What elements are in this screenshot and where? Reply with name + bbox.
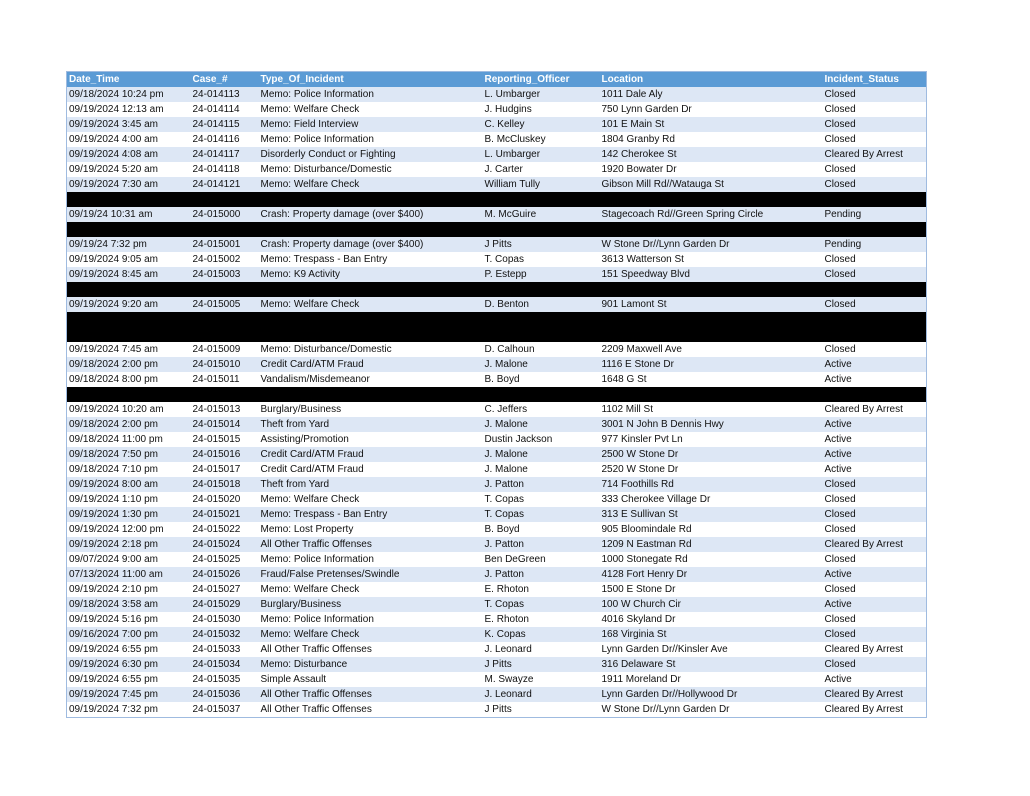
redacted-row <box>67 387 927 402</box>
redacted-row <box>67 192 927 207</box>
incident-type-cell: Memo: Disturbance/Domestic <box>259 342 483 357</box>
case-number-cell: 24-015030 <box>191 612 259 627</box>
case-number-cell: 24-014118 <box>191 162 259 177</box>
status-cell: Cleared By Arrest <box>823 642 927 657</box>
header-location: Location <box>600 72 823 88</box>
table-row <box>67 477 927 492</box>
officer-cell: J. Patton <box>483 537 600 552</box>
date-time-cell: 09/18/2024 8:00 pm <box>67 372 191 387</box>
table-row <box>67 687 927 702</box>
location-cell: 1102 Mill St <box>600 402 823 417</box>
location-cell: Lynn Garden Dr//Hollywood Dr <box>600 687 823 702</box>
case-number-cell: 24-015018 <box>191 477 259 492</box>
case-number-cell: 24-015005 <box>191 297 259 312</box>
status-cell: Closed <box>823 627 927 642</box>
table-row <box>67 132 927 147</box>
redacted-row <box>67 312 927 327</box>
location-cell: 151 Speedway Blvd <box>600 267 823 282</box>
officer-cell: J. Hudgins <box>483 102 600 117</box>
status-cell: Active <box>823 567 927 582</box>
location-cell: 1011 Dale Aly <box>600 87 823 102</box>
officer-cell: D. Calhoun <box>483 342 600 357</box>
case-number-cell: 24-015032 <box>191 627 259 642</box>
date-time-cell: 09/18/2024 2:00 pm <box>67 357 191 372</box>
status-cell: Closed <box>823 297 927 312</box>
case-number-cell: 24-015029 <box>191 597 259 612</box>
date-time-cell: 09/16/2024 7:00 pm <box>67 627 191 642</box>
header-row <box>67 72 927 88</box>
case-number-cell: 24-015001 <box>191 237 259 252</box>
redaction-bar <box>67 327 927 342</box>
location-cell: 1500 E Stone Dr <box>600 582 823 597</box>
location-cell: 4016 Skyland Dr <box>600 612 823 627</box>
table-row <box>67 507 927 522</box>
officer-cell: C. Jeffers <box>483 402 600 417</box>
status-cell: Closed <box>823 252 927 267</box>
location-cell: 4128 Fort Henry Dr <box>600 567 823 582</box>
incident-type-cell: Memo: Lost Property <box>259 522 483 537</box>
table-row <box>67 672 927 687</box>
date-time-cell: 09/18/2024 2:00 pm <box>67 417 191 432</box>
case-number-cell: 24-015003 <box>191 267 259 282</box>
date-time-cell: 09/19/2024 6:55 pm <box>67 642 191 657</box>
officer-cell: E. Rhoton <box>483 582 600 597</box>
case-number-cell: 24-014121 <box>191 177 259 192</box>
incident-type-cell: All Other Traffic Offenses <box>259 702 483 718</box>
header-date-time: Date_Time <box>67 72 191 88</box>
table-row <box>67 117 927 132</box>
table-row <box>67 462 927 477</box>
redaction-bar <box>67 222 927 237</box>
date-time-cell: 09/19/2024 10:20 am <box>67 402 191 417</box>
case-number-cell: 24-015011 <box>191 372 259 387</box>
date-time-cell: 09/19/2024 12:00 pm <box>67 522 191 537</box>
date-time-cell: 09/19/2024 4:08 am <box>67 147 191 162</box>
officer-cell: William Tully <box>483 177 600 192</box>
incident-type-cell: Memo: Field Interview <box>259 117 483 132</box>
officer-cell: J Pitts <box>483 702 600 718</box>
date-time-cell: 09/19/2024 5:20 am <box>67 162 191 177</box>
table-row <box>67 432 927 447</box>
location-cell: 1911 Moreland Dr <box>600 672 823 687</box>
officer-cell: K. Copas <box>483 627 600 642</box>
incident-type-cell: All Other Traffic Offenses <box>259 642 483 657</box>
status-cell: Closed <box>823 492 927 507</box>
case-number-cell: 24-015017 <box>191 462 259 477</box>
location-cell: Gibson Mill Rd//Watauga St <box>600 177 823 192</box>
table-row <box>67 297 927 312</box>
officer-cell: B. Boyd <box>483 372 600 387</box>
date-time-cell: 09/19/2024 6:30 pm <box>67 657 191 672</box>
case-number-cell: 24-015037 <box>191 702 259 718</box>
case-number-cell: 24-014115 <box>191 117 259 132</box>
status-cell: Active <box>823 462 927 477</box>
status-cell: Active <box>823 417 927 432</box>
incident-type-cell: Simple Assault <box>259 672 483 687</box>
officer-cell: J. Malone <box>483 417 600 432</box>
status-cell: Cleared By Arrest <box>823 402 927 417</box>
header-incident-status: Incident_Status <box>823 72 927 88</box>
status-cell: Cleared By Arrest <box>823 147 927 162</box>
table-row <box>67 492 927 507</box>
location-cell: W Stone Dr//Lynn Garden Dr <box>600 237 823 252</box>
officer-cell: M. McGuire <box>483 207 600 222</box>
date-time-cell: 09/19/2024 1:10 pm <box>67 492 191 507</box>
status-cell: Closed <box>823 162 927 177</box>
case-number-cell: 24-015021 <box>191 507 259 522</box>
table-row <box>67 147 927 162</box>
officer-cell: J Pitts <box>483 237 600 252</box>
case-number-cell: 24-015009 <box>191 342 259 357</box>
location-cell: 905 Bloomindale Rd <box>600 522 823 537</box>
location-cell: 1648 G St <box>600 372 823 387</box>
table-row <box>67 597 927 612</box>
officer-cell: P. Estepp <box>483 267 600 282</box>
location-cell: 977 Kinsler Pvt Ln <box>600 432 823 447</box>
incident-type-cell: Memo: Trespass - Ban Entry <box>259 507 483 522</box>
case-number-cell: 24-015002 <box>191 252 259 267</box>
location-cell: 100 W Church Cir <box>600 597 823 612</box>
officer-cell: Ben DeGreen <box>483 552 600 567</box>
location-cell: 3613 Watterson St <box>600 252 823 267</box>
table-row <box>67 207 927 222</box>
location-cell: Stagecoach Rd//Green Spring Circle <box>600 207 823 222</box>
table-row <box>67 702 927 718</box>
location-cell: 2500 W Stone Dr <box>600 447 823 462</box>
location-cell: 168 Virginia St <box>600 627 823 642</box>
incident-type-cell: Disorderly Conduct or Fighting <box>259 147 483 162</box>
date-time-cell: 09/19/2024 12:13 am <box>67 102 191 117</box>
location-cell: 316 Delaware St <box>600 657 823 672</box>
case-number-cell: 24-015013 <box>191 402 259 417</box>
status-cell: Active <box>823 447 927 462</box>
location-cell: 2520 W Stone Dr <box>600 462 823 477</box>
incident-type-cell: All Other Traffic Offenses <box>259 687 483 702</box>
status-cell: Closed <box>823 177 927 192</box>
officer-cell: E. Rhoton <box>483 612 600 627</box>
officer-cell: J. Malone <box>483 462 600 477</box>
incident-type-cell: All Other Traffic Offenses <box>259 537 483 552</box>
header-case-number: Case_# <box>191 72 259 88</box>
date-time-cell: 09/19/2024 9:05 am <box>67 252 191 267</box>
incident-type-cell: Credit Card/ATM Fraud <box>259 462 483 477</box>
case-number-cell: 24-014117 <box>191 147 259 162</box>
case-number-cell: 24-015035 <box>191 672 259 687</box>
officer-cell: M. Swayze <box>483 672 600 687</box>
header-reporting-officer: Reporting_Officer <box>483 72 600 88</box>
officer-cell: T. Copas <box>483 492 600 507</box>
table-row <box>67 552 927 567</box>
case-number-cell: 24-015016 <box>191 447 259 462</box>
table-row <box>67 177 927 192</box>
redaction-bar <box>67 282 927 297</box>
incident-type-cell: Theft from Yard <box>259 417 483 432</box>
date-time-cell: 09/18/2024 11:00 pm <box>67 432 191 447</box>
incident-type-cell: Assisting/Promotion <box>259 432 483 447</box>
case-number-cell: 24-014116 <box>191 132 259 147</box>
incident-type-cell: Memo: Disturbance/Domestic <box>259 162 483 177</box>
incident-type-cell: Memo: K9 Activity <box>259 267 483 282</box>
status-cell: Cleared By Arrest <box>823 537 927 552</box>
date-time-cell: 09/19/2024 2:18 pm <box>67 537 191 552</box>
header-type-of-incident: Type_Of_Incident <box>259 72 483 88</box>
incident-log-table <box>66 71 927 718</box>
case-number-cell: 24-015027 <box>191 582 259 597</box>
location-cell: 714 Foothills Rd <box>600 477 823 492</box>
status-cell: Closed <box>823 87 927 102</box>
incident-type-cell: Burglary/Business <box>259 402 483 417</box>
status-cell: Cleared By Arrest <box>823 687 927 702</box>
table-row <box>67 267 927 282</box>
redacted-row <box>67 222 927 237</box>
incident-type-cell: Memo: Welfare Check <box>259 492 483 507</box>
incident-type-cell: Burglary/Business <box>259 597 483 612</box>
date-time-cell: 09/19/2024 8:00 am <box>67 477 191 492</box>
date-time-cell: 09/19/2024 6:55 pm <box>67 672 191 687</box>
date-time-cell: 09/19/2024 2:10 pm <box>67 582 191 597</box>
table-row <box>67 162 927 177</box>
status-cell: Closed <box>823 582 927 597</box>
status-cell: Active <box>823 432 927 447</box>
officer-cell: J. Patton <box>483 477 600 492</box>
status-cell: Closed <box>823 117 927 132</box>
location-cell: 1920 Bowater Dr <box>600 162 823 177</box>
location-cell: 1000 Stonegate Rd <box>600 552 823 567</box>
table-row <box>67 657 927 672</box>
location-cell: 142 Cherokee St <box>600 147 823 162</box>
incident-type-cell: Memo: Welfare Check <box>259 102 483 117</box>
officer-cell: J. Malone <box>483 447 600 462</box>
officer-cell: J. Carter <box>483 162 600 177</box>
incident-type-cell: Credit Card/ATM Fraud <box>259 357 483 372</box>
incident-type-cell: Memo: Welfare Check <box>259 582 483 597</box>
case-number-cell: 24-015022 <box>191 522 259 537</box>
table-row <box>67 417 927 432</box>
case-number-cell: 24-015000 <box>191 207 259 222</box>
redaction-bar <box>67 312 927 327</box>
date-time-cell: 09/19/2024 8:45 am <box>67 267 191 282</box>
incident-type-cell: Vandalism/Misdemeanor <box>259 372 483 387</box>
officer-cell: T. Copas <box>483 252 600 267</box>
case-number-cell: 24-015036 <box>191 687 259 702</box>
table-row <box>67 582 927 597</box>
redaction-bar <box>67 192 927 207</box>
incident-type-cell: Fraud/False Pretenses/Swindle <box>259 567 483 582</box>
status-cell: Closed <box>823 657 927 672</box>
date-time-cell: 09/19/2024 1:30 pm <box>67 507 191 522</box>
location-cell: W Stone Dr//Lynn Garden Dr <box>600 702 823 718</box>
table-row <box>67 567 927 582</box>
table-row <box>67 357 927 372</box>
table-header <box>67 72 927 88</box>
case-number-cell: 24-015014 <box>191 417 259 432</box>
incident-type-cell: Memo: Trespass - Ban Entry <box>259 252 483 267</box>
date-time-cell: 09/18/2024 3:58 am <box>67 597 191 612</box>
table-row <box>67 612 927 627</box>
officer-cell: L. Umbarger <box>483 87 600 102</box>
date-time-cell: 09/18/2024 10:24 pm <box>67 87 191 102</box>
incident-type-cell: Memo: Welfare Check <box>259 627 483 642</box>
officer-cell: B. Boyd <box>483 522 600 537</box>
table-row <box>67 342 927 357</box>
incident-type-cell: Theft from Yard <box>259 477 483 492</box>
incident-type-cell: Memo: Disturbance <box>259 657 483 672</box>
redacted-row <box>67 282 927 297</box>
location-cell: 1804 Granby Rd <box>600 132 823 147</box>
location-cell: 2209 Maxwell Ave <box>600 342 823 357</box>
table-row <box>67 102 927 117</box>
date-time-cell: 09/19/2024 7:32 pm <box>67 702 191 718</box>
date-time-cell: 09/19/24 10:31 am <box>67 207 191 222</box>
incident-type-cell: Crash: Property damage (over $400) <box>259 237 483 252</box>
case-number-cell: 24-015015 <box>191 432 259 447</box>
location-cell: 750 Lynn Garden Dr <box>600 102 823 117</box>
date-time-cell: 09/19/24 7:32 pm <box>67 237 191 252</box>
status-cell: Closed <box>823 612 927 627</box>
location-cell: 3001 N John B Dennis Hwy <box>600 417 823 432</box>
date-time-cell: 09/19/2024 9:20 am <box>67 297 191 312</box>
officer-cell: J. Leonard <box>483 687 600 702</box>
date-time-cell: 09/19/2024 4:00 am <box>67 132 191 147</box>
status-cell: Active <box>823 597 927 612</box>
location-cell: 1116 E Stone Dr <box>600 357 823 372</box>
case-number-cell: 24-015033 <box>191 642 259 657</box>
location-cell: Lynn Garden Dr//Kinsler Ave <box>600 642 823 657</box>
status-cell: Closed <box>823 132 927 147</box>
table-body <box>67 87 927 718</box>
incident-type-cell: Memo: Police Information <box>259 87 483 102</box>
officer-cell: L. Umbarger <box>483 147 600 162</box>
location-cell: 313 E Sullivan St <box>600 507 823 522</box>
table-row <box>67 627 927 642</box>
incident-type-cell: Credit Card/ATM Fraud <box>259 447 483 462</box>
case-number-cell: 24-015034 <box>191 657 259 672</box>
officer-cell: B. McCluskey <box>483 132 600 147</box>
officer-cell: J. Leonard <box>483 642 600 657</box>
date-time-cell: 09/19/2024 5:16 pm <box>67 612 191 627</box>
table-row <box>67 87 927 102</box>
status-cell: Closed <box>823 522 927 537</box>
status-cell: Closed <box>823 507 927 522</box>
officer-cell: D. Benton <box>483 297 600 312</box>
status-cell: Closed <box>823 102 927 117</box>
status-cell: Closed <box>823 477 927 492</box>
incident-type-cell: Memo: Police Information <box>259 132 483 147</box>
case-number-cell: 24-015010 <box>191 357 259 372</box>
status-cell: Active <box>823 372 927 387</box>
status-cell: Pending <box>823 237 927 252</box>
status-cell: Active <box>823 357 927 372</box>
date-time-cell: 09/19/2024 7:30 am <box>67 177 191 192</box>
table-row <box>67 522 927 537</box>
incident-type-cell: Memo: Welfare Check <box>259 297 483 312</box>
case-number-cell: 24-015020 <box>191 492 259 507</box>
date-time-cell: 09/18/2024 7:50 pm <box>67 447 191 462</box>
date-time-cell: 09/19/2024 7:45 am <box>67 342 191 357</box>
table-row <box>67 447 927 462</box>
date-time-cell: 09/19/2024 7:45 pm <box>67 687 191 702</box>
location-cell: 333 Cherokee Village Dr <box>600 492 823 507</box>
status-cell: Active <box>823 672 927 687</box>
case-number-cell: 24-015024 <box>191 537 259 552</box>
location-cell: 901 Lamont St <box>600 297 823 312</box>
officer-cell: Dustin Jackson <box>483 432 600 447</box>
location-cell: 101 E Main St <box>600 117 823 132</box>
officer-cell: C. Kelley <box>483 117 600 132</box>
status-cell: Cleared By Arrest <box>823 702 927 718</box>
table-row <box>67 372 927 387</box>
table-row <box>67 237 927 252</box>
table-row <box>67 642 927 657</box>
case-number-cell: 24-015025 <box>191 552 259 567</box>
status-cell: Closed <box>823 267 927 282</box>
status-cell: Pending <box>823 207 927 222</box>
status-cell: Closed <box>823 552 927 567</box>
officer-cell: T. Copas <box>483 507 600 522</box>
officer-cell: J. Malone <box>483 357 600 372</box>
date-time-cell: 09/07/2024 9:00 am <box>67 552 191 567</box>
incident-type-cell: Memo: Welfare Check <box>259 177 483 192</box>
date-time-cell: 09/19/2024 3:45 am <box>67 117 191 132</box>
redacted-row <box>67 327 927 342</box>
officer-cell: J Pitts <box>483 657 600 672</box>
case-number-cell: 24-014113 <box>191 87 259 102</box>
case-number-cell: 24-014114 <box>191 102 259 117</box>
case-number-cell: 24-015026 <box>191 567 259 582</box>
incident-type-cell: Crash: Property damage (over $400) <box>259 207 483 222</box>
date-time-cell: 07/13/2024 11:00 am <box>67 567 191 582</box>
redaction-bar <box>67 387 927 402</box>
incident-type-cell: Memo: Police Information <box>259 612 483 627</box>
incident-type-cell: Memo: Police Information <box>259 552 483 567</box>
date-time-cell: 09/18/2024 7:10 pm <box>67 462 191 477</box>
status-cell: Closed <box>823 342 927 357</box>
table-row <box>67 402 927 417</box>
table-row <box>67 537 927 552</box>
officer-cell: J. Patton <box>483 567 600 582</box>
officer-cell: T. Copas <box>483 597 600 612</box>
table-row <box>67 252 927 267</box>
location-cell: 1209 N Eastman Rd <box>600 537 823 552</box>
